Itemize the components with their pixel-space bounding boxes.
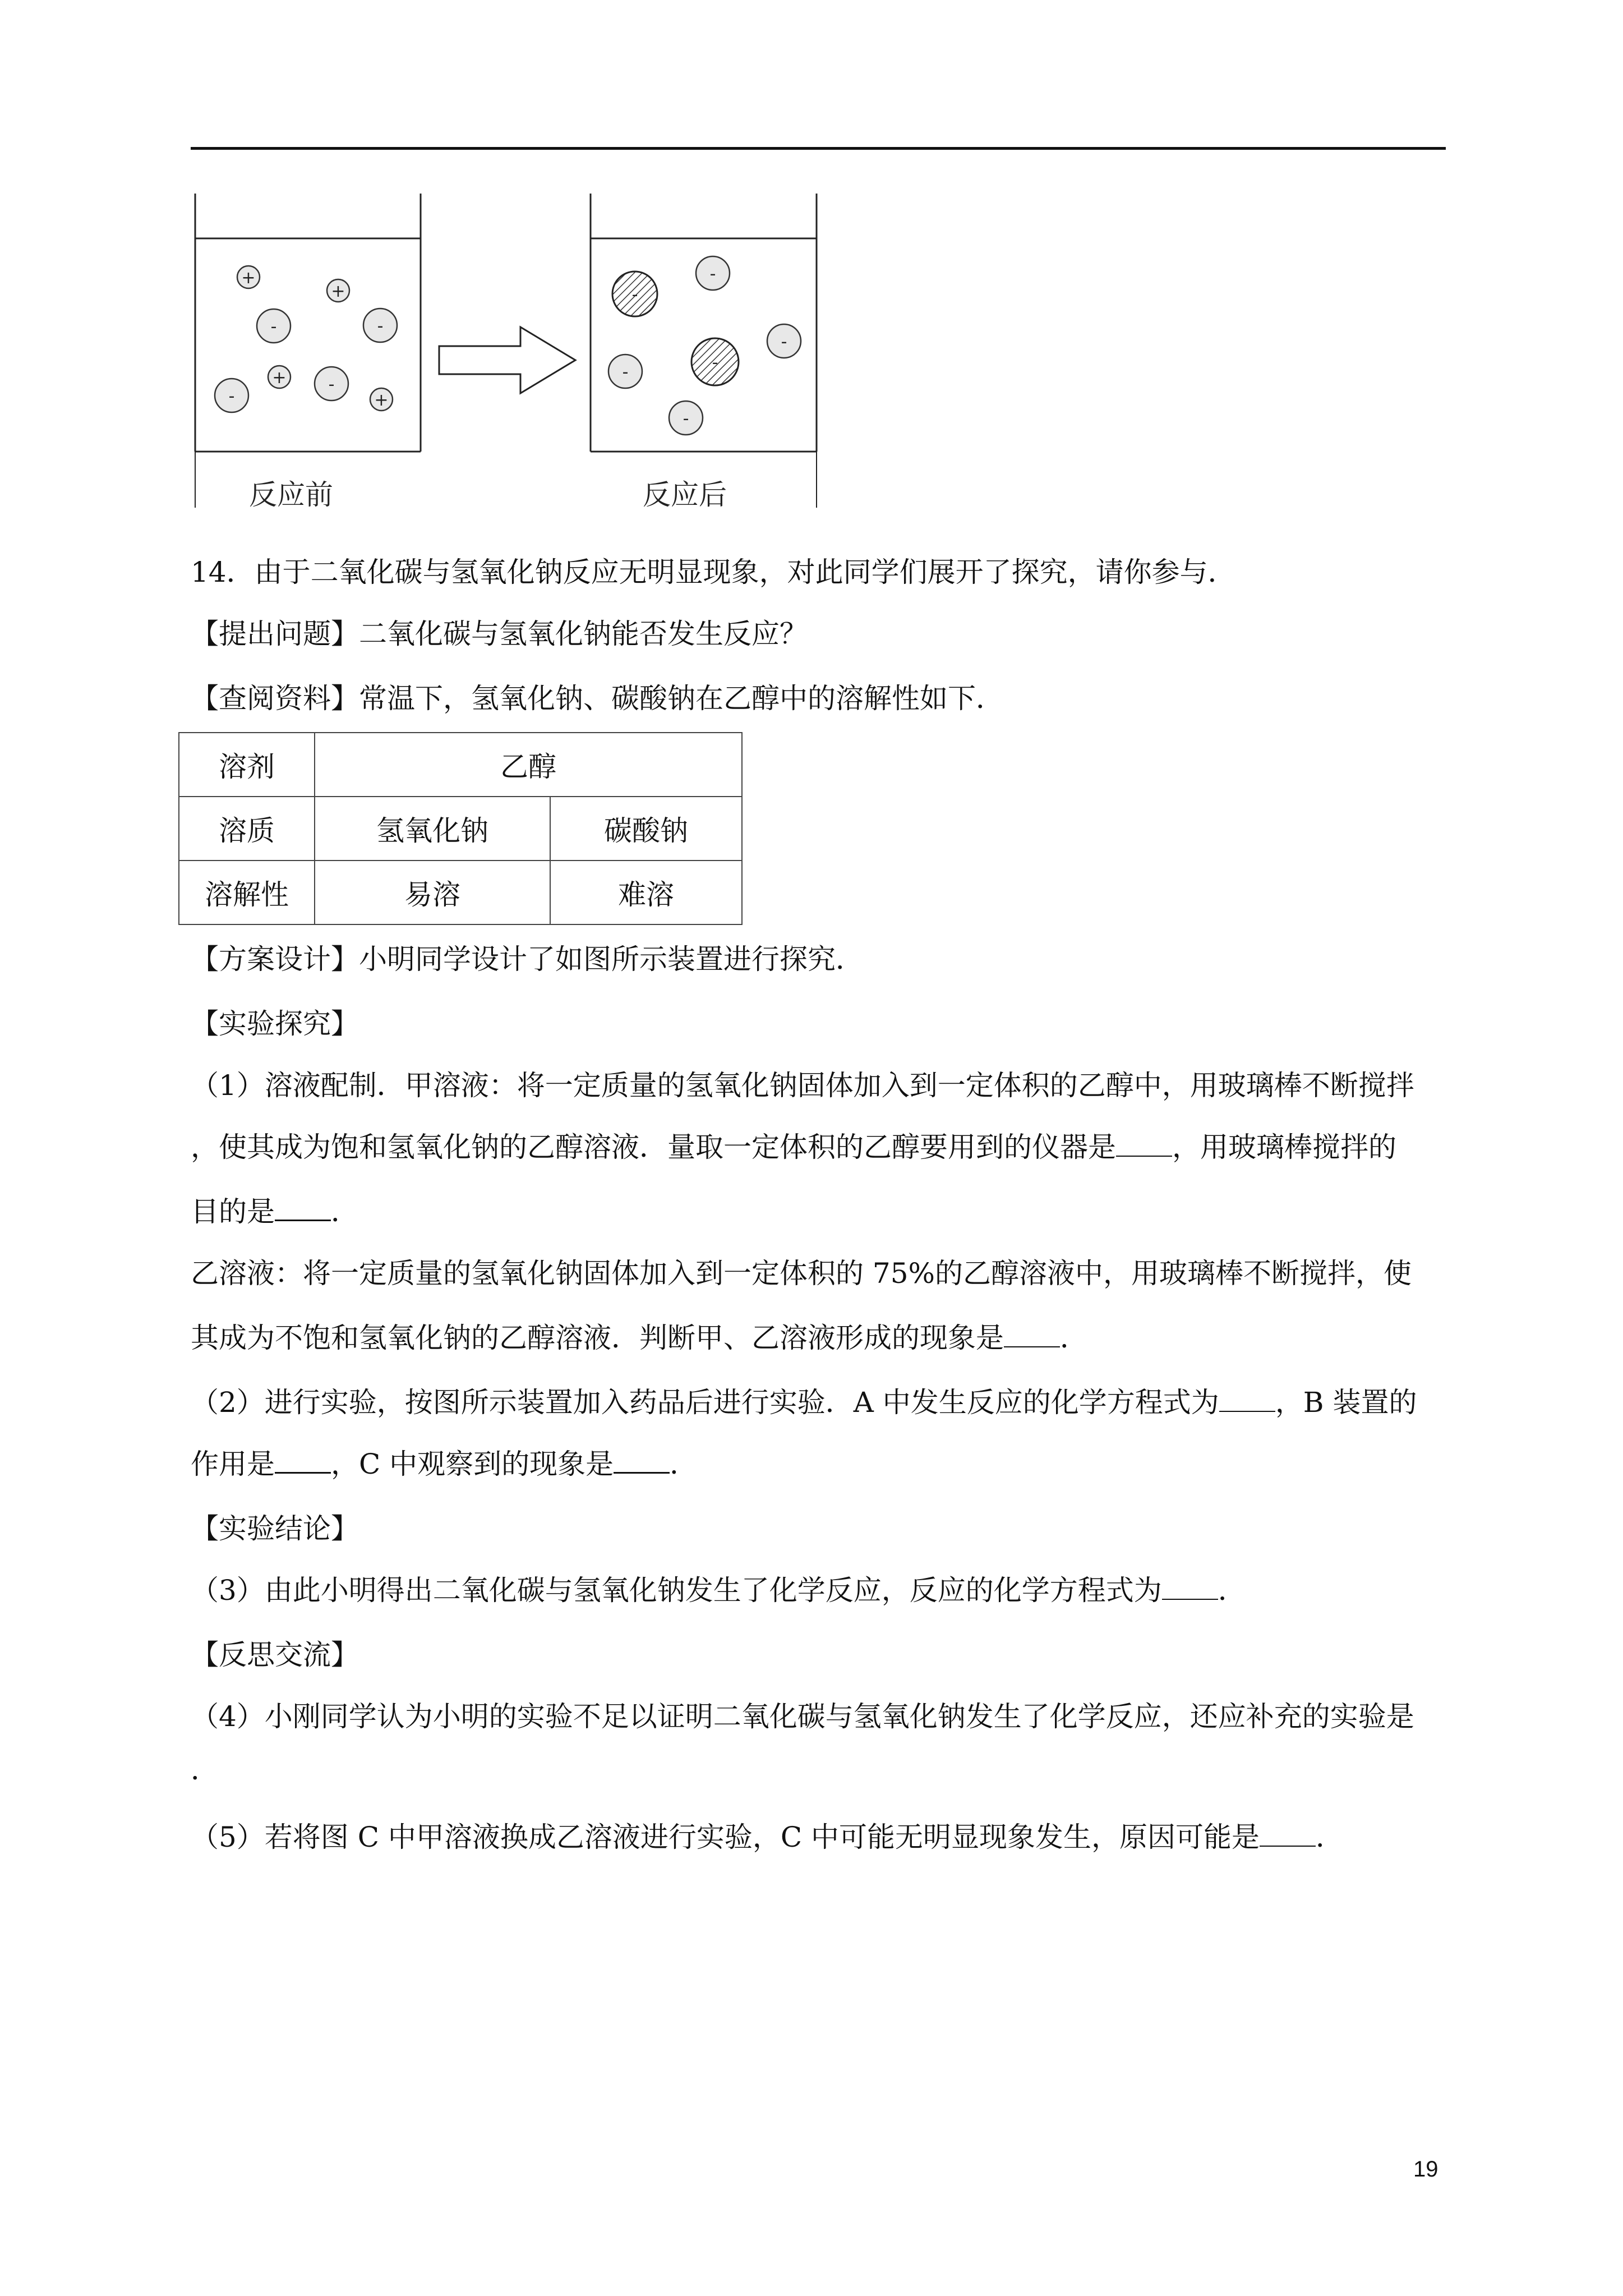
ion-minus [696, 256, 730, 290]
svg-text:+: + [272, 368, 287, 388]
answer-blank[interactable] [1116, 1133, 1172, 1157]
part3 [191, 1573, 1246, 1607]
svg-text:-: - [377, 316, 384, 336]
svg-text:-: - [228, 386, 235, 406]
ion-minus [608, 355, 642, 388]
arrow-icon [439, 327, 575, 393]
table-cell: 碳酸钠 [550, 797, 742, 861]
ion-minus [215, 379, 248, 412]
ion-plus [268, 366, 291, 388]
svg-text:-: - [631, 285, 638, 305]
table-cell: 氢氧化钠 [315, 797, 550, 861]
text-segment: ，B 装置的 [1275, 1386, 1417, 1419]
answer-blank[interactable] [1260, 1823, 1316, 1847]
text-segment: ，C 中观察到的现象是 [331, 1448, 614, 1480]
heading-reflection: 【反思交流】 [191, 1639, 359, 1671]
ion-minus [363, 309, 397, 342]
table-row [179, 861, 742, 924]
heading-explore: 【实验探究】 [191, 1007, 359, 1040]
text-segment: ． [670, 1448, 698, 1480]
svg-text:-: - [712, 353, 718, 372]
text-segment: ，用玻璃棒搅拌的 [1172, 1131, 1396, 1163]
svg-text:+: + [241, 268, 256, 288]
ion-minus [257, 309, 291, 343]
part5 [191, 1820, 1344, 1854]
beaker-after [591, 194, 817, 452]
table-cell: 溶质 [179, 797, 315, 861]
answer-blank[interactable] [1162, 1576, 1218, 1600]
text-segment: 作用是 [191, 1448, 275, 1480]
part1b-line1: 乙溶液：将一定质量的氢氧化钠固体加入到一定体积的 75%的乙醇溶液中，用玻璃棒不断搅拌，使 [191, 1257, 1412, 1290]
text-segment: （2）进行实验，按图所示装置加入药品后进行实验．A 中发生反应的化学方程式为 [191, 1386, 1219, 1419]
svg-text:-: - [270, 317, 277, 337]
text-segment: ． [1060, 1322, 1088, 1354]
ion-minus [767, 324, 801, 358]
table-cell: 溶解性 [179, 861, 315, 924]
svg-text:-: - [781, 332, 787, 352]
solubility-table [178, 732, 743, 925]
table-cell: 易溶 [315, 861, 550, 924]
answer-blank[interactable] [614, 1450, 670, 1474]
precipitate-icon [612, 272, 657, 316]
part1b-line2 [191, 1321, 1088, 1355]
header-rule [191, 147, 1446, 150]
reaction-diagram [190, 194, 823, 516]
text-segment: ． [331, 1195, 359, 1228]
table-row [179, 733, 742, 797]
heading-problem: 【提出问题】二氧化碳与氢氧化钠能否发生反应？ [191, 618, 808, 650]
ion-minus [315, 367, 348, 401]
part4-line1: （4）小刚同学认为小明的实验不足以证明二氧化碳与氢氧化钠发生了化学反应，还应补充的实验是 [191, 1700, 1414, 1733]
heading-design: 【方案设计】小明同学设计了如图所示装置进行探究． [191, 943, 864, 976]
svg-text:+: + [374, 390, 389, 410]
svg-text:-: - [709, 264, 716, 284]
precipitate-icon [691, 338, 739, 385]
table-row [179, 797, 742, 861]
table-cell: 难溶 [550, 861, 742, 924]
heading-reference: 【查阅资料】常温下，氢氧化钠、碳酸钠在乙醇中的溶解性如下． [191, 682, 1004, 715]
text-segment: ． [1218, 1574, 1246, 1607]
svg-text:+: + [331, 282, 345, 301]
svg-text:-: - [683, 409, 689, 429]
text-segment: 其成为不饱和氢氧化钠的乙醇溶液．判断甲、乙溶液形成的现象是 [191, 1322, 1004, 1354]
svg-text:-: - [622, 362, 629, 382]
answer-blank[interactable] [1004, 1324, 1060, 1347]
ion-plus [327, 279, 349, 302]
reaction-figure [190, 194, 823, 516]
ion-plus [237, 266, 260, 288]
part1-line3 [191, 1195, 359, 1228]
table-cell: 乙醇 [315, 733, 742, 797]
text-segment: ，使其成为饱和氢氧化钠的乙醇溶液．量取一定体积的乙醇要用到的仪器是 [191, 1131, 1116, 1163]
ion-minus [669, 401, 703, 435]
answer-blank[interactable] [275, 1197, 331, 1221]
part1-line2 [191, 1130, 1396, 1164]
table-cell: 溶剂 [179, 733, 315, 797]
label-before: 反应前 [249, 478, 333, 511]
page-number: 19 [1413, 2157, 1438, 2182]
label-after: 反应后 [643, 478, 727, 511]
heading-conclusion: 【实验结论】 [191, 1512, 359, 1545]
answer-blank[interactable] [1219, 1388, 1275, 1412]
question-intro: 14．由于二氧化碳与氢氧化钠反应无明显现象，对此同学们展开了探究，请你参与． [191, 556, 1236, 588]
svg-text:-: - [328, 375, 335, 394]
part4-line2: ． [191, 1754, 219, 1786]
text-segment: （3）由此小明得出二氧化碳与氢氧化钠发生了化学反应，反应的化学方程式为 [191, 1574, 1162, 1607]
text-segment: 目的是 [191, 1195, 275, 1228]
part2-line2 [191, 1447, 698, 1481]
answer-blank[interactable] [275, 1450, 331, 1474]
part1-line1: （1）溶液配制．甲溶液：将一定质量的氢氧化钠固体加入到一定体积的乙醇中，用玻璃棒不断搅拌 [191, 1069, 1414, 1102]
text-segment: （5）若将图 C 中甲溶液换成乙溶液进行实验，C 中可能无明显现象发生，原因可能是 [191, 1821, 1260, 1853]
text-segment: ． [1316, 1821, 1344, 1853]
part2-line1 [191, 1386, 1417, 1419]
ion-plus [370, 388, 393, 411]
